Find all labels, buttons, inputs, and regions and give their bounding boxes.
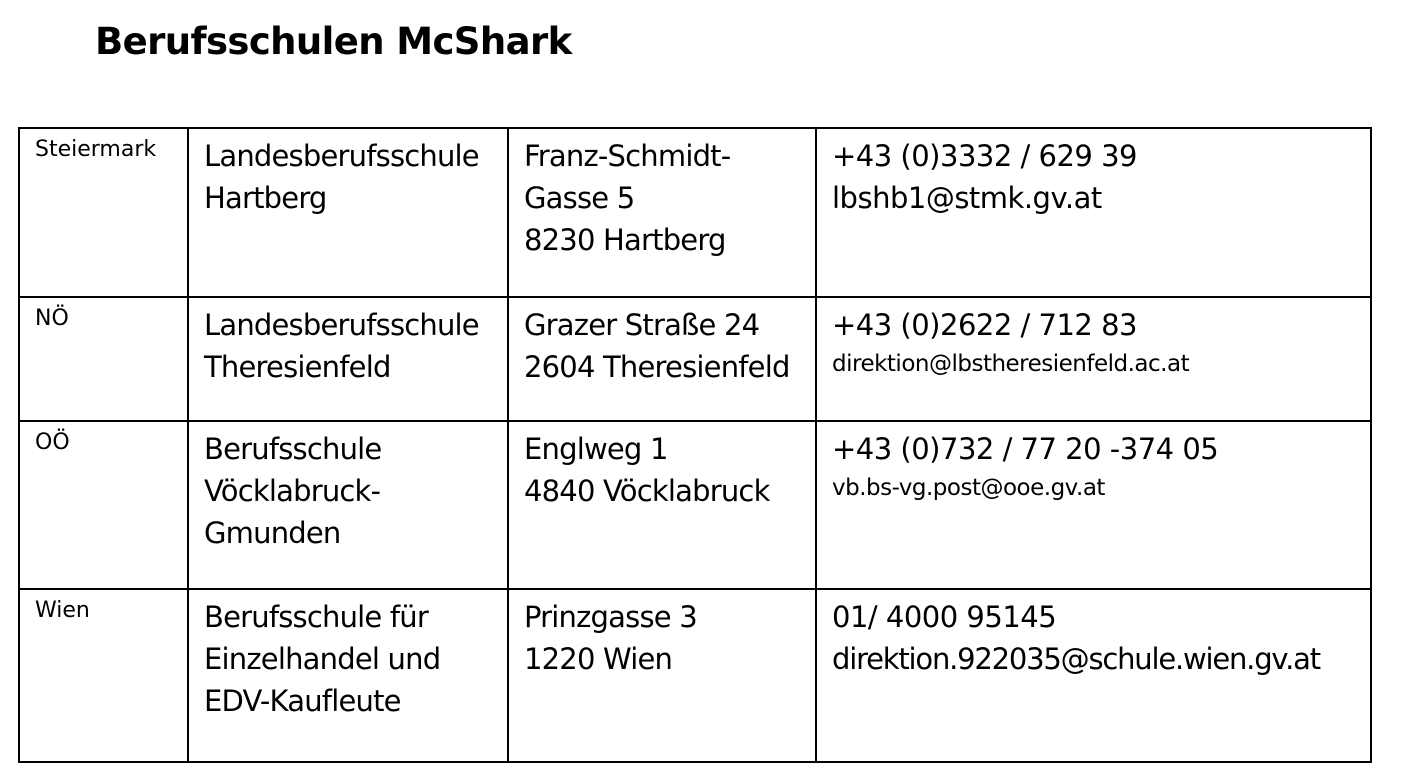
phone-number: 01/ 4000 95145 (832, 600, 1057, 634)
region-cell (19, 297, 188, 421)
phone-number: +43 (0)732 / 77 20 -374 05 (832, 432, 1219, 466)
school-name-cell (188, 297, 508, 421)
address-line: 2604 Theresienfeld (524, 350, 790, 384)
contact-cell (816, 421, 1371, 589)
table-row-noe (19, 297, 1371, 421)
region-label: Wien (35, 598, 90, 623)
address-line: Franz-Schmidt- (524, 139, 731, 173)
address-line: 4840 Vöcklabruck (524, 474, 770, 508)
address-line: 1220 Wien (524, 642, 673, 676)
table-row-wien (19, 589, 1371, 762)
address-cell (508, 421, 816, 589)
school-name-line: Berufsschule (204, 432, 382, 466)
address-cell (508, 128, 816, 297)
school-name-cell (188, 421, 508, 589)
address-line: Englweg 1 (524, 432, 668, 466)
phone-number: +43 (0)2622 / 712 83 (832, 308, 1137, 342)
address-cell (508, 589, 816, 762)
email-address[interactable]: vb.bs-vg.post@ooe.gv.at (832, 475, 1105, 501)
region-cell (19, 421, 188, 589)
school-name-line: Vöcklabruck- (204, 474, 381, 508)
school-name-line: Landesberufsschule (204, 139, 479, 173)
region-cell (19, 589, 188, 762)
contact-cell (816, 297, 1371, 421)
schools-table (18, 127, 1372, 763)
region-label: OÖ (35, 430, 70, 455)
email-address[interactable]: lbshb1@stmk.gv.at (832, 181, 1102, 215)
region-label: NÖ (35, 306, 69, 331)
school-name-line: Theresienfeld (204, 350, 391, 384)
contact-cell (816, 589, 1371, 762)
school-name-line: Gmunden (204, 516, 341, 550)
school-name-cell (188, 589, 508, 762)
school-name-line: Hartberg (204, 181, 327, 215)
region-cell (19, 128, 188, 297)
address-line: Gasse 5 (524, 181, 635, 215)
table-row-steiermark (19, 128, 1371, 297)
region-label: Steiermark (35, 137, 157, 162)
contact-cell (816, 128, 1371, 297)
address-line: Grazer Straße 24 (524, 308, 760, 342)
email-address[interactable]: direktion.922035@schule.wien.gv.at (832, 642, 1320, 676)
table-row-ooe (19, 421, 1371, 589)
address-line: 8230 Hartberg (524, 223, 726, 257)
school-name-line: Einzelhandel und (204, 642, 441, 676)
phone-number: +43 (0)3332 / 629 39 (832, 139, 1137, 173)
email-address[interactable]: direktion@lbstheresienfeld.ac.at (832, 351, 1190, 377)
address-line: Prinzgasse 3 (524, 600, 697, 634)
page-title: Berufsschulen McShark (95, 20, 572, 63)
school-name-line: Berufsschule für (204, 600, 429, 634)
address-cell (508, 297, 816, 421)
school-name-cell (188, 128, 508, 297)
school-name-line: EDV-Kaufleute (204, 684, 401, 718)
school-name-line: Landesberufsschule (204, 308, 479, 342)
